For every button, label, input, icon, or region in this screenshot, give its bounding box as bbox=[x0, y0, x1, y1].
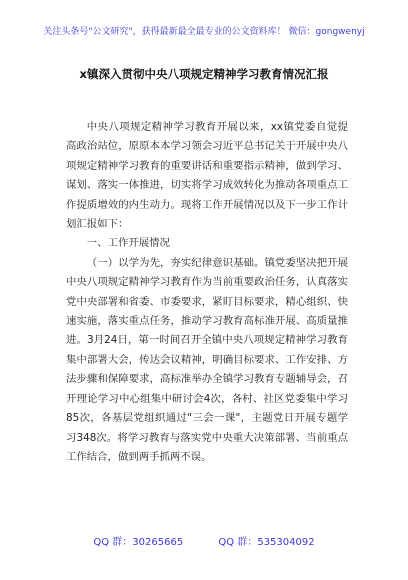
footer-qq-groups bbox=[0, 536, 408, 550]
footer-qq-group-2: QQ 群：535304092 bbox=[218, 537, 315, 548]
section-heading: 一、工作开展情况 bbox=[86, 237, 170, 250]
document-title: x镇深入贯彻中央八项规定精神学习教育情况汇报 bbox=[79, 67, 329, 81]
footer-qq-group-1: QQ 群：30265665 bbox=[93, 537, 184, 548]
intro-paragraph: 中央八项规定精神学习教育开展以来，xx镇党委自觉提高政治站位，原原本本学习领会习近平总书记关于开展中央八项规定精神学习教育的重要讲话和重要指示精神，做到学习、谋划、落实一体推进，切实将学习成效转化为推动各项重点工作提质增效的内生动力。现将工作开展情况以及下一步工作计划汇报如下： bbox=[66, 121, 348, 231]
document-body bbox=[66, 118, 348, 467]
header-promo-note: 关注头条号"公文研究"，获得最新最全最专业的公文资料库！ 微信：gongwenyj bbox=[43, 27, 365, 37]
body-paragraph: （一）以学为先，夯实纪律意识基础。镇党委坚决把开展中央八项规定精神学习教育作为当前重要政治任务，认真落实党中央部署和省委、市委要求，紧盯目标要求，精心组织、快速实施，落实重点任务，推动学习教育高标准开展、高质量推进。3月24日，第一时间召开全镇中央八项规定精神学习教育集中部署大会，传达会议精神，明确目标要求、工作安排、方法步骤和保障要求，高标准举办全镇学习教育专题辅导会，召开理论学习中心组集中研讨会4次，各村、社区党委集中学习85次，各基层党组织通过"三会一课"，主题党日开展专题学习348次。将学习教育与落实党中央重大决策部署、当前重点工作结合，做到两手抓两不误。 bbox=[66, 256, 348, 463]
